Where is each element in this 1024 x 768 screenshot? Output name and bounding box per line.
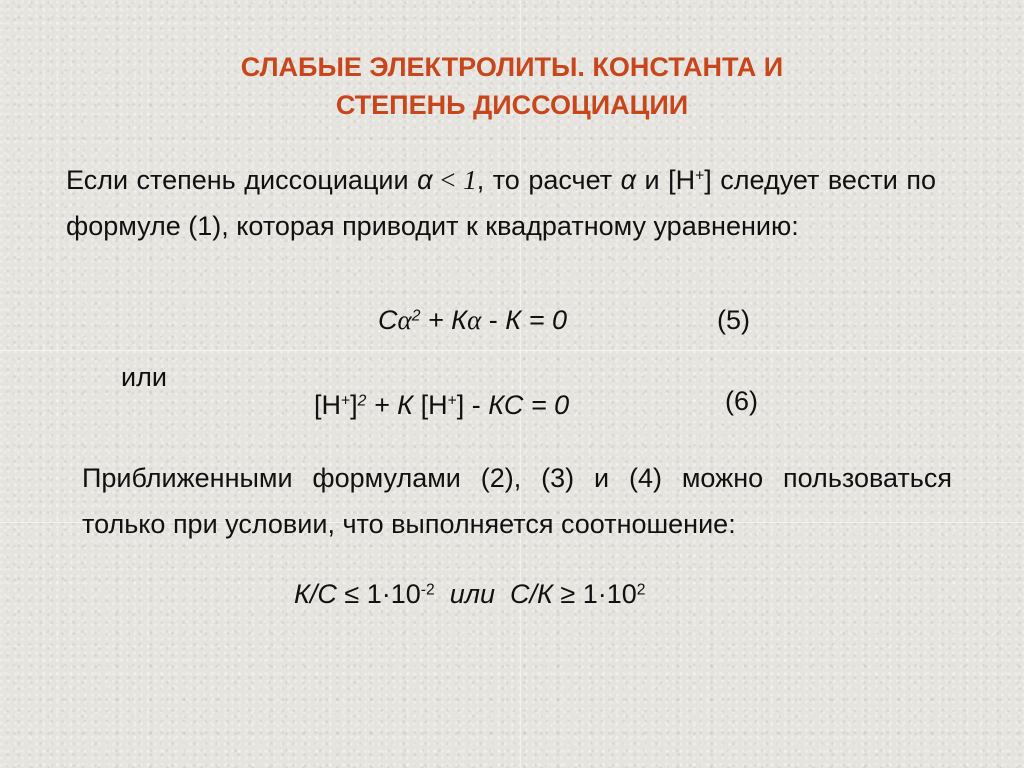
equation-5 bbox=[378, 305, 567, 336]
plus-superscript: + bbox=[695, 167, 705, 185]
cond-or: или bbox=[434, 579, 510, 609]
intro-text-2: , то расчет bbox=[476, 165, 621, 195]
cond-exp-1: -2 bbox=[420, 581, 435, 599]
cond-exp-2: 2 bbox=[636, 581, 646, 599]
eq6-square: 2 bbox=[357, 392, 367, 410]
eq5-plus-k: + К bbox=[420, 305, 468, 335]
intro-text-3: и [Н bbox=[636, 165, 696, 195]
number-one: 1 bbox=[463, 165, 477, 195]
eq6-minus: - bbox=[464, 390, 489, 420]
title-line-2: СТЕПЕНЬ ДИССОЦИАЦИИ bbox=[335, 90, 689, 120]
less-than-sign: < bbox=[432, 165, 464, 195]
equation-6-number: (6) bbox=[725, 386, 758, 416]
equation-6 bbox=[314, 390, 569, 421]
eq6-plus-2: + bbox=[447, 392, 457, 410]
intro-text-4: ] следует вести по формуле (1), которая приводит к квадратному уравнению: bbox=[66, 165, 937, 241]
cond-le: ≤ 1·10 bbox=[336, 579, 421, 609]
alpha-symbol: α bbox=[417, 165, 433, 195]
or-word: или bbox=[121, 362, 167, 392]
cond-k-over-c: К/С bbox=[294, 579, 337, 609]
background-grid-line bbox=[0, 350, 1024, 351]
eq6-h1: [Н bbox=[314, 390, 341, 420]
eq6-plus-1: + bbox=[341, 392, 351, 410]
eq5-alpha: α bbox=[397, 305, 412, 335]
intro-text-1: Если степень диссоциации bbox=[66, 165, 418, 195]
eq5-alpha-2: α bbox=[467, 305, 482, 335]
eq5-c: С bbox=[378, 305, 398, 335]
eq6-rest: КС = 0 bbox=[488, 390, 570, 420]
eq5-minus: - bbox=[481, 305, 506, 335]
title-line-1: СЛАБЫЕ ЭЛЕКТРОЛИТЫ. КОНСТАНТА И bbox=[240, 52, 784, 82]
eq5-square: 2 bbox=[411, 307, 421, 325]
alpha-symbol: α bbox=[620, 165, 637, 195]
equation-5-number: (5) bbox=[717, 305, 750, 335]
cond-ge: ≥ 1·10 bbox=[552, 579, 637, 609]
eq6-h2: [Н bbox=[413, 390, 448, 420]
paragraph-intro bbox=[66, 157, 936, 249]
paragraph-condition: Приближенными формулами (2), (3) и (4) можно пользоваться только при условии, что выполняется соотношение: bbox=[82, 463, 952, 539]
slide-title bbox=[0, 48, 1024, 124]
eq5-rest: К = 0 bbox=[505, 305, 567, 335]
eq6-close-2: ] bbox=[456, 390, 465, 420]
eq6-plus-k: + К bbox=[366, 390, 414, 420]
condition-formula bbox=[294, 579, 646, 610]
cond-c-over-k: С/К bbox=[509, 579, 553, 609]
eq6-close-1: ] bbox=[350, 390, 358, 420]
